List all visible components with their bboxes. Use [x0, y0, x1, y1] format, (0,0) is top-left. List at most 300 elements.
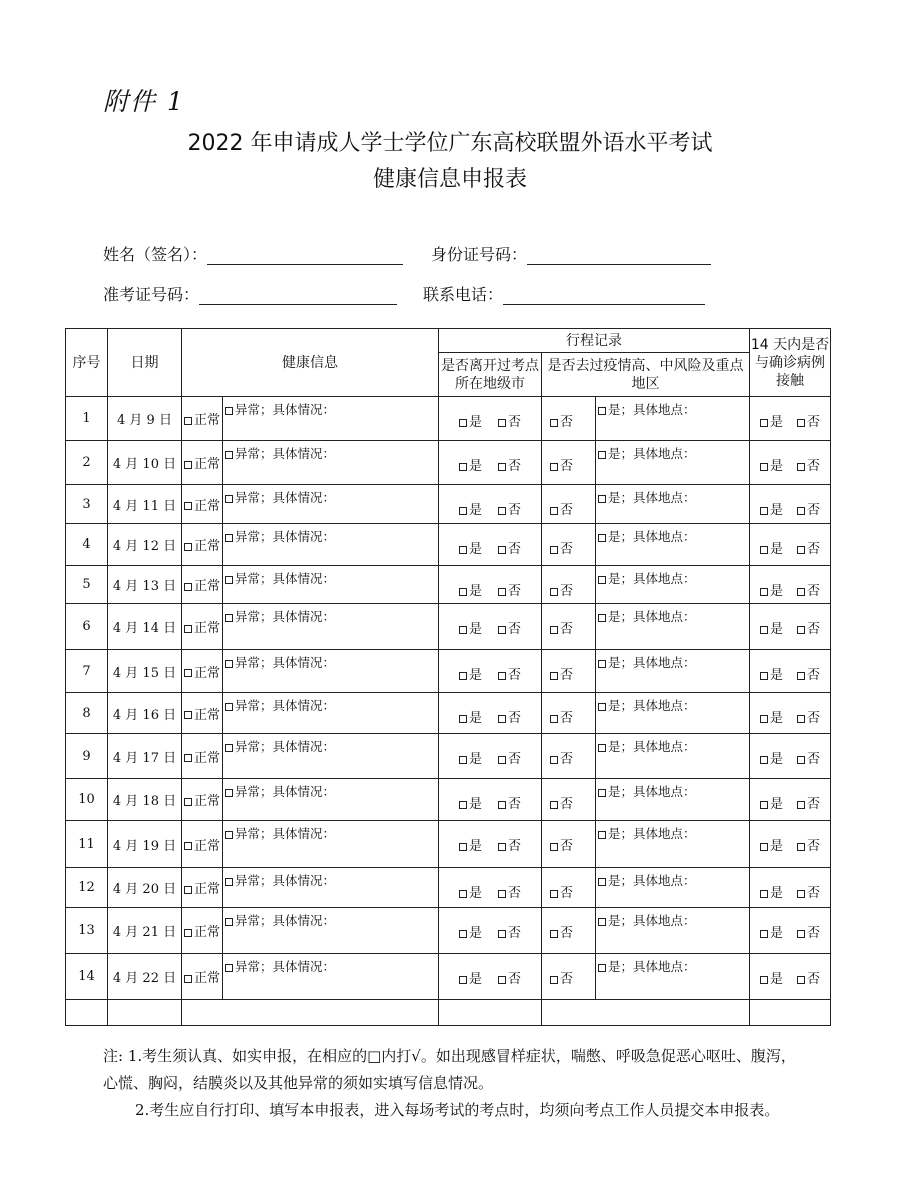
abnormal-option[interactable]	[223, 524, 439, 566]
checkbox-icon[interactable]	[184, 543, 192, 551]
risk-no-option[interactable]	[542, 604, 596, 650]
no-option[interactable]	[797, 538, 820, 557]
yes-option[interactable]	[760, 835, 783, 854]
left-city-options	[439, 485, 542, 524]
checkbox-icon[interactable]	[797, 463, 805, 471]
no-option[interactable]	[797, 664, 820, 683]
checkbox-icon[interactable]	[598, 789, 606, 797]
risk-no-option[interactable]	[542, 954, 596, 1000]
no-option[interactable]	[797, 922, 820, 941]
checkbox-icon[interactable]	[598, 831, 606, 839]
no-option[interactable]	[498, 664, 521, 683]
risk-yes-option[interactable]	[596, 868, 750, 908]
yes-option[interactable]	[760, 499, 783, 518]
no-option[interactable]	[797, 455, 820, 474]
yes-option[interactable]	[760, 882, 783, 901]
checkbox-icon[interactable]	[760, 976, 768, 984]
table-row	[66, 821, 831, 868]
checkbox-icon[interactable]	[498, 976, 506, 984]
no-label: 否	[508, 752, 522, 767]
yes-option[interactable]	[459, 580, 482, 599]
checkbox-icon[interactable]	[498, 843, 506, 851]
left-city-options	[439, 954, 542, 1000]
row-seq: 13	[66, 908, 108, 954]
abnormal-option[interactable]	[223, 779, 439, 821]
yes-option[interactable]	[760, 793, 783, 812]
checkbox-icon[interactable]	[225, 831, 233, 839]
no-option[interactable]	[797, 580, 820, 599]
no-option[interactable]	[498, 580, 521, 599]
checkbox-icon[interactable]	[797, 546, 805, 554]
id-input-line[interactable]	[527, 246, 711, 265]
checkbox-icon[interactable]	[498, 507, 506, 515]
normal-label: 正常	[193, 665, 220, 681]
checkbox-icon[interactable]	[225, 878, 233, 886]
checkbox-icon[interactable]	[459, 463, 467, 471]
checkbox-icon[interactable]	[760, 756, 768, 764]
abnormal-option[interactable]	[223, 441, 439, 485]
checkbox-icon[interactable]	[797, 801, 805, 809]
checkbox-icon[interactable]	[550, 463, 558, 471]
yes-option[interactable]	[459, 882, 482, 901]
checkbox-icon[interactable]	[225, 495, 233, 503]
abnormal-option[interactable]	[223, 693, 439, 734]
checkbox-icon[interactable]	[498, 890, 506, 898]
checkbox-icon[interactable]	[760, 546, 768, 554]
checkbox-icon[interactable]	[760, 890, 768, 898]
risk-yes-option[interactable]	[596, 954, 750, 1000]
checkbox-icon[interactable]	[760, 672, 768, 680]
checkbox-icon[interactable]	[225, 744, 233, 752]
no-option[interactable]	[797, 618, 820, 637]
name-label: 姓名（签名）：	[103, 245, 208, 264]
yes-option[interactable]	[459, 748, 482, 767]
normal-option[interactable]	[182, 821, 223, 868]
contact-options	[750, 868, 831, 908]
checkbox-icon[interactable]	[550, 715, 558, 723]
abnormal-label: 异常；具体情况：	[235, 490, 336, 505]
checkbox-icon[interactable]	[550, 930, 558, 938]
normal-option[interactable]	[182, 908, 223, 954]
risk-no-option[interactable]	[542, 693, 596, 734]
risk-yes-option[interactable]	[596, 524, 750, 566]
abnormal-option[interactable]	[223, 821, 439, 868]
row-seq: 14	[66, 954, 108, 1000]
normal-option[interactable]	[182, 693, 223, 734]
abnormal-option[interactable]	[223, 604, 439, 650]
no-option[interactable]	[498, 922, 521, 941]
row-seq: 9	[66, 734, 108, 779]
normal-label: 正常	[193, 413, 220, 428]
checkbox-icon[interactable]	[498, 419, 506, 427]
checkbox-icon[interactable]	[760, 843, 768, 851]
yes-option[interactable]	[459, 455, 482, 474]
risk-no-option[interactable]	[542, 779, 596, 821]
left-city-options	[439, 734, 542, 779]
checkbox-icon[interactable]	[598, 660, 606, 668]
no-option[interactable]	[797, 835, 820, 854]
checkbox-icon[interactable]	[498, 672, 506, 680]
risk-no-option[interactable]	[542, 908, 596, 954]
header-contact: 14 天内是否与确诊病例接触	[750, 329, 831, 397]
checkbox-icon[interactable]	[459, 672, 467, 680]
checkbox-icon[interactable]	[184, 798, 192, 806]
risk-no-option[interactable]	[542, 734, 596, 779]
checkbox-icon[interactable]	[797, 843, 805, 851]
yes-option[interactable]	[459, 411, 482, 430]
yes-option[interactable]	[459, 835, 482, 854]
no-label: 否	[508, 503, 522, 518]
checkbox-icon[interactable]	[498, 756, 506, 764]
checkbox-icon[interactable]	[184, 461, 192, 469]
checkbox-icon[interactable]	[184, 583, 192, 591]
checkbox-icon[interactable]	[459, 546, 467, 554]
yes-label: 是	[769, 839, 783, 854]
checkbox-icon[interactable]	[225, 964, 233, 972]
no-label: 否	[807, 459, 821, 474]
checkbox-icon[interactable]	[797, 419, 805, 427]
abnormal-option[interactable]	[223, 908, 439, 954]
checkbox-icon[interactable]	[598, 451, 606, 459]
left-city-options	[439, 566, 542, 604]
risk-no-option[interactable]	[542, 650, 596, 693]
yes-option[interactable]	[760, 618, 783, 637]
risk-yes-option[interactable]	[596, 441, 750, 485]
checkbox-icon[interactable]	[459, 626, 467, 634]
no-option[interactable]	[797, 411, 820, 430]
checkbox-icon[interactable]	[459, 801, 467, 809]
no-option[interactable]	[498, 793, 521, 812]
checkbox-icon[interactable]	[598, 918, 606, 926]
checkbox-icon[interactable]	[184, 669, 192, 677]
checkbox-icon[interactable]	[184, 929, 192, 937]
risk-no-option[interactable]	[542, 821, 596, 868]
yes-label: 是	[769, 711, 783, 726]
yes-label: 是	[769, 926, 783, 941]
no-label: 否	[508, 797, 522, 812]
row-date: 4 月 13 日	[108, 566, 182, 604]
checkbox-icon[interactable]	[184, 417, 192, 425]
checkbox-icon[interactable]	[797, 588, 805, 596]
yes-option[interactable]	[459, 922, 482, 941]
yes-option[interactable]	[760, 580, 783, 599]
checkbox-icon[interactable]	[760, 588, 768, 596]
checkbox-icon[interactable]	[184, 842, 192, 850]
yes-option[interactable]	[459, 618, 482, 637]
yes-label: 是	[468, 711, 482, 726]
checkbox-icon[interactable]	[760, 419, 768, 427]
no-option[interactable]	[498, 618, 521, 637]
risk-no-option[interactable]	[542, 566, 596, 604]
no-option[interactable]	[797, 793, 820, 812]
checkbox-icon[interactable]	[550, 976, 558, 984]
checkbox-icon[interactable]	[550, 801, 558, 809]
left-city-options	[439, 908, 542, 954]
abnormal-option[interactable]	[223, 485, 439, 524]
checkbox-icon[interactable]	[459, 976, 467, 984]
risk-yes-option[interactable]	[596, 485, 750, 524]
checkbox-icon[interactable]	[459, 419, 467, 427]
risk-yes-option[interactable]	[596, 821, 750, 868]
checkbox-icon[interactable]	[760, 626, 768, 634]
checkbox-icon[interactable]	[797, 507, 805, 515]
no-label: 否	[508, 415, 522, 430]
checkbox-icon[interactable]	[598, 703, 606, 711]
checkbox-icon[interactable]	[225, 614, 233, 622]
yes-option[interactable]	[760, 748, 783, 767]
checkbox-icon[interactable]	[184, 502, 192, 510]
risk-yes-option[interactable]	[596, 908, 750, 954]
checkbox-icon[interactable]	[797, 890, 805, 898]
abnormal-option[interactable]	[223, 734, 439, 779]
checkbox-icon[interactable]	[598, 495, 606, 503]
normal-option[interactable]	[182, 566, 223, 604]
checkbox-icon[interactable]	[459, 930, 467, 938]
risk-no-option[interactable]	[542, 441, 596, 485]
contact-options	[750, 604, 831, 650]
risk-no-option[interactable]	[542, 868, 596, 908]
checkbox-icon[interactable]	[550, 507, 558, 515]
no-label: 否	[508, 926, 522, 941]
yes-option[interactable]	[459, 499, 482, 518]
checkbox-icon[interactable]	[598, 614, 606, 622]
checkbox-icon[interactable]	[598, 744, 606, 752]
yes-place-label: 是；具体地点：	[608, 826, 696, 841]
checkbox-icon[interactable]	[459, 588, 467, 596]
abnormal-option[interactable]	[223, 954, 439, 1000]
checkbox-icon[interactable]	[797, 930, 805, 938]
table-row	[66, 868, 831, 908]
no-option[interactable]	[498, 748, 521, 767]
left-city-options	[439, 693, 542, 734]
checkbox-icon[interactable]	[797, 626, 805, 634]
yes-option[interactable]	[760, 455, 783, 474]
risk-yes-option[interactable]	[596, 734, 750, 779]
checkbox-icon[interactable]	[760, 715, 768, 723]
no-option[interactable]	[498, 455, 521, 474]
page-title: 2022 年申请成人学士学位广东高校联盟外语水平考试	[187, 131, 713, 156]
checkbox-icon[interactable]	[498, 715, 506, 723]
abnormal-option[interactable]	[223, 566, 439, 604]
no-option[interactable]	[797, 707, 820, 726]
risk-yes-option[interactable]	[596, 779, 750, 821]
yes-label: 是	[769, 622, 783, 637]
checkbox-icon[interactable]	[498, 626, 506, 634]
checkbox-icon[interactable]	[225, 576, 233, 584]
yes-option[interactable]	[760, 538, 783, 557]
checkbox-icon[interactable]	[760, 930, 768, 938]
table-row	[66, 954, 831, 1000]
yes-option[interactable]	[760, 664, 783, 683]
phone-label: 联系电话：	[423, 285, 504, 304]
header-date: 日期	[108, 329, 182, 397]
normal-option[interactable]	[182, 397, 223, 441]
yes-label: 是	[468, 886, 482, 901]
checkbox-icon[interactable]	[550, 546, 558, 554]
no-label: 否	[560, 711, 574, 726]
checkbox-icon[interactable]	[459, 843, 467, 851]
checkbox-icon[interactable]	[498, 588, 506, 596]
phone-input-line[interactable]	[503, 286, 705, 305]
normal-option[interactable]	[182, 650, 223, 693]
yes-label: 是	[468, 584, 482, 599]
checkbox-icon[interactable]	[760, 463, 768, 471]
checkbox-icon[interactable]	[184, 754, 192, 762]
checkbox-icon[interactable]	[550, 588, 558, 596]
yes-label: 是	[468, 542, 482, 557]
abnormal-option[interactable]	[223, 397, 439, 441]
checkbox-icon[interactable]	[797, 976, 805, 984]
row-seq: 5	[66, 566, 108, 604]
checkbox-icon[interactable]	[459, 890, 467, 898]
checkbox-icon[interactable]	[797, 715, 805, 723]
yes-option[interactable]	[459, 664, 482, 683]
risk-yes-option[interactable]	[596, 604, 750, 650]
phone-field	[423, 282, 705, 305]
no-label: 否	[807, 668, 821, 683]
checkbox-icon[interactable]	[598, 576, 606, 584]
checkbox-icon[interactable]	[550, 843, 558, 851]
checkbox-icon[interactable]	[598, 878, 606, 886]
table-row	[66, 397, 831, 441]
normal-option[interactable]	[182, 524, 223, 566]
yes-option[interactable]	[760, 707, 783, 726]
table-row	[66, 650, 831, 693]
normal-option[interactable]	[182, 485, 223, 524]
yes-option[interactable]	[459, 968, 482, 987]
name-input-line[interactable]	[207, 246, 403, 265]
exam-number-input-line[interactable]	[199, 286, 397, 305]
row-seq: 3	[66, 485, 108, 524]
checkbox-icon[interactable]	[184, 711, 192, 719]
attachment-label: 附件 1	[103, 87, 185, 116]
abnormal-label: 异常；具体情况：	[235, 446, 336, 461]
risk-no-option[interactable]	[542, 485, 596, 524]
yes-option[interactable]	[760, 411, 783, 430]
checkbox-icon[interactable]	[550, 756, 558, 764]
risk-yes-option[interactable]	[596, 693, 750, 734]
normal-option[interactable]	[182, 441, 223, 485]
no-option[interactable]	[797, 968, 820, 987]
checkbox-icon[interactable]	[498, 930, 506, 938]
checkbox-icon[interactable]	[184, 975, 192, 983]
checkbox-icon[interactable]	[225, 918, 233, 926]
checkbox-icon[interactable]	[550, 672, 558, 680]
yes-place-label: 是；具体地点：	[608, 609, 696, 624]
normal-option[interactable]	[182, 604, 223, 650]
no-option[interactable]	[498, 499, 521, 518]
header-left-city: 是否离开过考点所在地级市	[439, 353, 542, 397]
checkbox-icon[interactable]	[459, 756, 467, 764]
yes-label: 是	[769, 972, 783, 987]
checkbox-icon[interactable]	[225, 660, 233, 668]
yes-place-label: 是；具体地点：	[608, 529, 696, 544]
checkbox-icon[interactable]	[184, 886, 192, 894]
no-label: 否	[807, 926, 821, 941]
checkbox-icon[interactable]	[459, 507, 467, 515]
yes-label: 是	[769, 886, 783, 901]
risk-no-option[interactable]	[542, 524, 596, 566]
checkbox-icon[interactable]	[498, 801, 506, 809]
checkbox-icon[interactable]	[550, 890, 558, 898]
checkbox-icon[interactable]	[498, 463, 506, 471]
checkbox-icon[interactable]	[797, 672, 805, 680]
no-label: 否	[807, 886, 821, 901]
yes-option[interactable]	[459, 707, 482, 726]
checkbox-icon[interactable]	[598, 407, 606, 415]
yes-place-label: 是；具体地点：	[608, 571, 696, 586]
yes-option[interactable]	[760, 968, 783, 987]
yes-option[interactable]	[459, 538, 482, 557]
no-option[interactable]	[797, 499, 820, 518]
no-option[interactable]	[498, 411, 521, 430]
normal-option[interactable]	[182, 734, 223, 779]
checkbox-icon[interactable]	[225, 789, 233, 797]
no-option[interactable]	[498, 707, 521, 726]
yes-option[interactable]	[459, 793, 482, 812]
contact-options	[750, 441, 831, 485]
no-option[interactable]	[498, 835, 521, 854]
contact-options	[750, 954, 831, 1000]
contact-options	[750, 908, 831, 954]
abnormal-label: 异常；具体情况：	[235, 784, 336, 799]
checkbox-icon[interactable]	[598, 534, 606, 542]
no-option[interactable]	[797, 748, 820, 767]
checkbox-icon[interactable]	[459, 715, 467, 723]
checkbox-icon[interactable]	[225, 451, 233, 459]
no-label: 否	[807, 711, 821, 726]
checkbox-icon[interactable]	[550, 626, 558, 634]
checkbox-icon[interactable]	[225, 534, 233, 542]
table-row	[66, 604, 831, 650]
checkbox-icon[interactable]	[498, 546, 506, 554]
abnormal-label: 异常；具体情况：	[235, 571, 336, 586]
yes-option[interactable]	[760, 922, 783, 941]
checkbox-icon[interactable]	[797, 756, 805, 764]
checkbox-icon[interactable]	[760, 801, 768, 809]
normal-option[interactable]	[182, 868, 223, 908]
checkbox-icon[interactable]	[225, 407, 233, 415]
row-date: 4 月 14 日	[108, 604, 182, 650]
no-option[interactable]	[498, 538, 521, 557]
checkbox-icon[interactable]	[760, 507, 768, 515]
normal-label: 正常	[193, 498, 220, 514]
yes-label: 是	[468, 972, 482, 987]
abnormal-option[interactable]	[223, 650, 439, 693]
contact-options	[750, 650, 831, 693]
checkbox-icon[interactable]	[550, 419, 558, 427]
no-label: 否	[560, 886, 574, 901]
row-seq: 6	[66, 604, 108, 650]
checkbox-icon[interactable]	[225, 703, 233, 711]
risk-yes-option[interactable]	[596, 650, 750, 693]
no-option[interactable]	[498, 882, 521, 901]
normal-option[interactable]	[182, 779, 223, 821]
checkbox-icon[interactable]	[184, 625, 192, 633]
no-option[interactable]	[797, 882, 820, 901]
table-row	[66, 524, 831, 566]
risk-yes-option[interactable]	[596, 566, 750, 604]
yes-place-label: 是；具体地点：	[608, 959, 696, 974]
no-option[interactable]	[498, 968, 521, 987]
yes-place-label: 是；具体地点：	[608, 490, 696, 505]
row-date: 4 月 12 日	[108, 524, 182, 566]
risk-no-option[interactable]	[542, 397, 596, 441]
abnormal-option[interactable]	[223, 868, 439, 908]
risk-yes-option[interactable]	[596, 397, 750, 441]
checkbox-icon[interactable]	[598, 964, 606, 972]
normal-option[interactable]	[182, 954, 223, 1000]
